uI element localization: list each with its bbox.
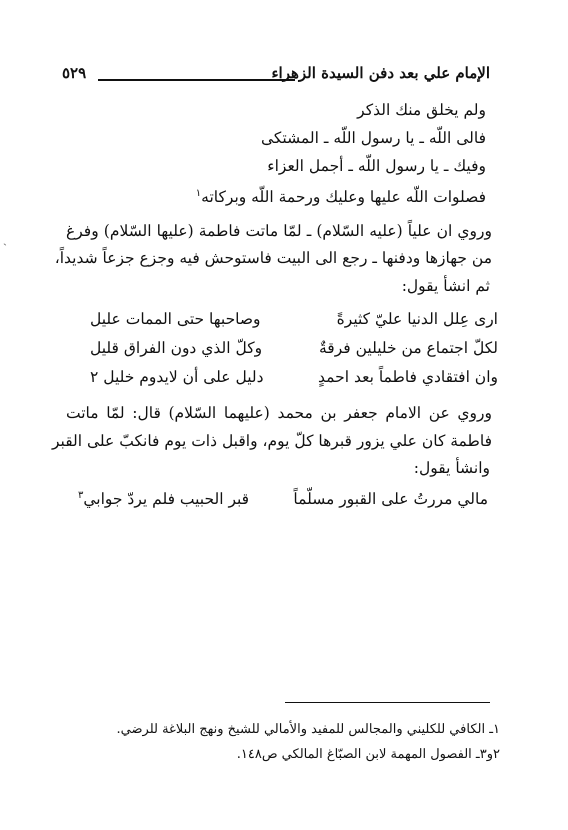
verse [90,368,498,392]
text-line [196,183,486,208]
text-line: ولم يخلق منك الذكر [357,101,486,119]
footnote: ١ـ الكافي للكليني والمجالس للمفيد والأمالي للشيخ ونهج البلاغة للرضي. [116,722,500,737]
verse [78,490,488,514]
chapter-title: الإمام علي بعد دفن السيدة الزهراء [271,64,490,82]
verse-hemistich-first: مالي مررتُ على القبور مسلّماً [293,490,488,508]
running-header [62,64,490,90]
footnote-marker: ١ [195,188,202,199]
verse-hemistich-second: وصاحبها حتى الممات عليل [90,310,261,328]
verse-hemistich-second: وكلّ الذي دون الفراق قليل [90,339,263,357]
text-line: فالى اللّه ـ يا رسول اللّه ـ المشتكى [260,129,486,147]
verse-hemistich-second [78,490,249,508]
footnote: ٢و٣ـ الفصول المهمة لابن الصبّاغ المالكي ص١٤٨. [236,747,500,762]
paragraph-line: فاطمة كان علي يزور قبرها كلّ يوم، واقبل ذات يوم فانكبّ على القبر [51,432,492,450]
paragraph-line: من جهازها ودفنها ـ رجع الى البيت فاستوحش فيه وجزع جزعاً شديداً، [54,249,492,267]
verse-hemistich-second: دليل على أن لايدوم خليل ٢ [90,368,264,386]
page-number: ٥٢٩ [62,64,87,82]
paragraph-line: ثم انشأ يقول: [401,277,490,295]
paragraph-line: وروي ان علياً (عليه السّلام) ـ لمّا ماتت فاطمة (عليها السّلام) وفرغ [66,222,492,240]
verse-text: قبر الحبيب فلم يردّ جوابي [83,490,250,509]
text-line: وفيك ـ يا رسول اللّه ـ أجمل العزاء [267,157,486,175]
header-rule [98,79,295,81]
text-span: فصلوات اللّه عليها وعليك ورحمة اللّه وبركاته [201,188,486,207]
paragraph-line: وانشأ يقول: [413,459,490,477]
verse [90,339,498,363]
verse-hemistich-first: لكلّ اجتماع من خليلين فرقةٌ [318,339,498,357]
verse-hemistich-first: ارى عِلل الدنيا عليّ كثيرةً [336,310,498,328]
footnote-marker: ٣ [78,490,84,501]
verse-hemistich-first: وان افتقادي فاطماً بعد احمدٍ [318,368,498,386]
footnote-rule [285,702,490,703]
verse [90,310,498,334]
paragraph-line: وروي عن الامام جعفر بن محمد (عليهما السّلام) قال: لمّا ماتت [66,404,492,422]
margin-mark: ˎ [3,232,7,246]
